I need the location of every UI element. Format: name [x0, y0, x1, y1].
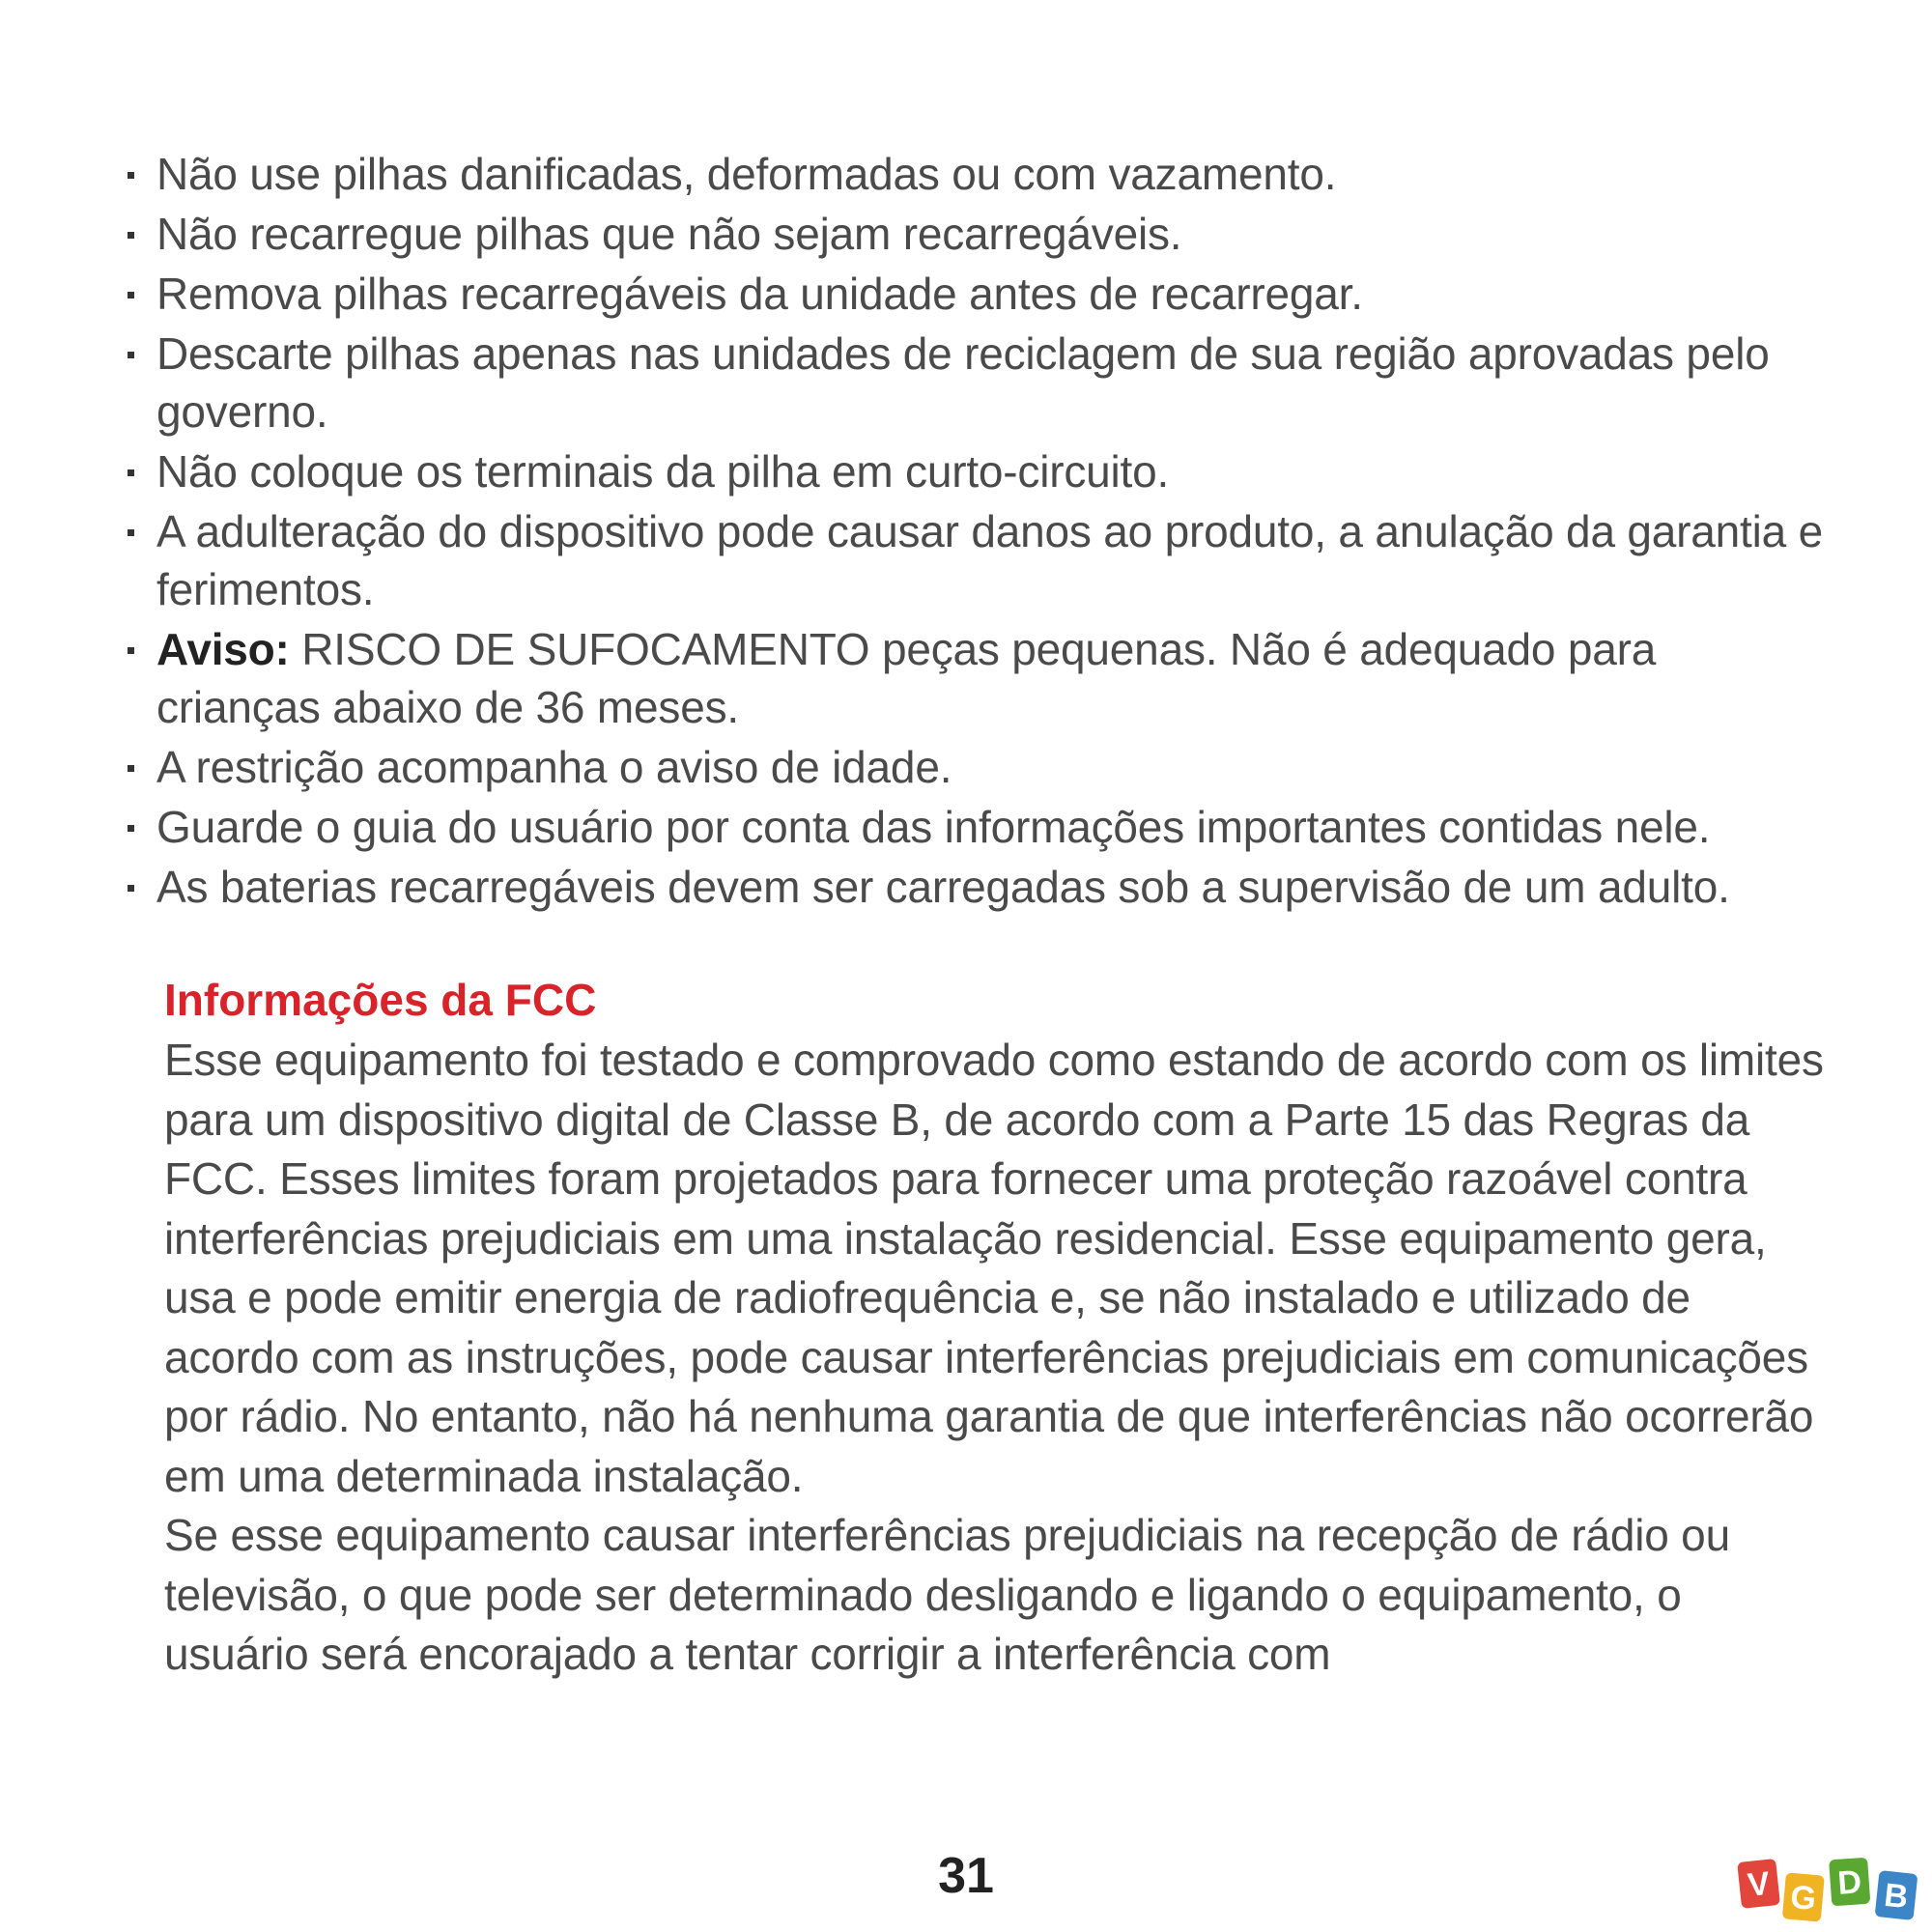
- watermark-letter-v: [1737, 1859, 1780, 1909]
- warning-label: Aviso:: [156, 624, 290, 674]
- safety-bullet-list: [126, 145, 1826, 918]
- watermark-letter-d: [1829, 1858, 1870, 1907]
- svg-text:D: D: [1836, 1863, 1863, 1902]
- list-item: Não recarregue pilhas que não sejam recarregáveis.: [126, 205, 1826, 263]
- svg-text:V: V: [1746, 1864, 1772, 1904]
- vgdb-watermark-logo: [1736, 1853, 1929, 1930]
- list-item: Não coloque os terminais da pilha em curto-circuito.: [126, 442, 1826, 500]
- fcc-section: [164, 971, 1826, 1685]
- list-item: Guarde o guia do usuário por conta das informações importantes contidas nele.: [126, 798, 1826, 856]
- list-item: Não use pilhas danificadas, deformadas ou com vazamento.: [126, 145, 1826, 203]
- list-item: As baterias recarregáveis devem ser carregadas sob a supervisão de um adulto.: [126, 858, 1826, 916]
- fcc-paragraph-2: Se esse equipamento causar interferências prejudiciais na recepção de rádio ou televisão, o que pode ser determinado desligando e ligando o equipamento, o usuário será encorajado a tentar corrigir a interferência com: [164, 1510, 1730, 1679]
- list-item: Descarte pilhas apenas nas unidades de reciclagem de sua região aprovadas pelo governo.: [126, 325, 1826, 440]
- list-item: A restrição acompanha o aviso de idade.: [126, 738, 1826, 796]
- svg-text:G: G: [1788, 1878, 1818, 1918]
- watermark-letter-b: [1875, 1870, 1918, 1920]
- fcc-paragraph-1: Esse equipamento foi testado e comprovado como estando de acordo com os limites para um dispositivo digital de Classe B, de acordo com a Parte 15 das Regras da FCC. Esses limites foram projetados para fornecer uma proteção razoável contra interferências prejudiciais em uma instalação residencial. Esse equipamento gera, usa e pode emitir energia de radiofrequência e, se não instalado e utilizado de acordo com as instruções, pode causar interferências prejudiciais em comunicações por rádio. No entanto, não há nenhuma garantia de que interferências não ocorrerão em uma determinada instalação.: [164, 1035, 1824, 1501]
- list-item: Remova pilhas recarregáveis da unidade antes de recarregar.: [126, 265, 1826, 323]
- list-item: A adulteração do dispositivo pode causar danos ao produto, a anulação da garantia e ferimentos.: [126, 502, 1826, 618]
- warning-list-item: [126, 620, 1826, 736]
- watermark-letter-g: [1782, 1872, 1825, 1921]
- page-number: 31: [938, 1848, 994, 1904]
- fcc-heading: Informações da FCC: [164, 975, 597, 1025]
- warning-text: RISCO DE SUFOCAMENTO peças pequenas. Não é adequado para crianças abaixo de 36 meses.: [156, 624, 1657, 732]
- svg-text:B: B: [1882, 1876, 1911, 1917]
